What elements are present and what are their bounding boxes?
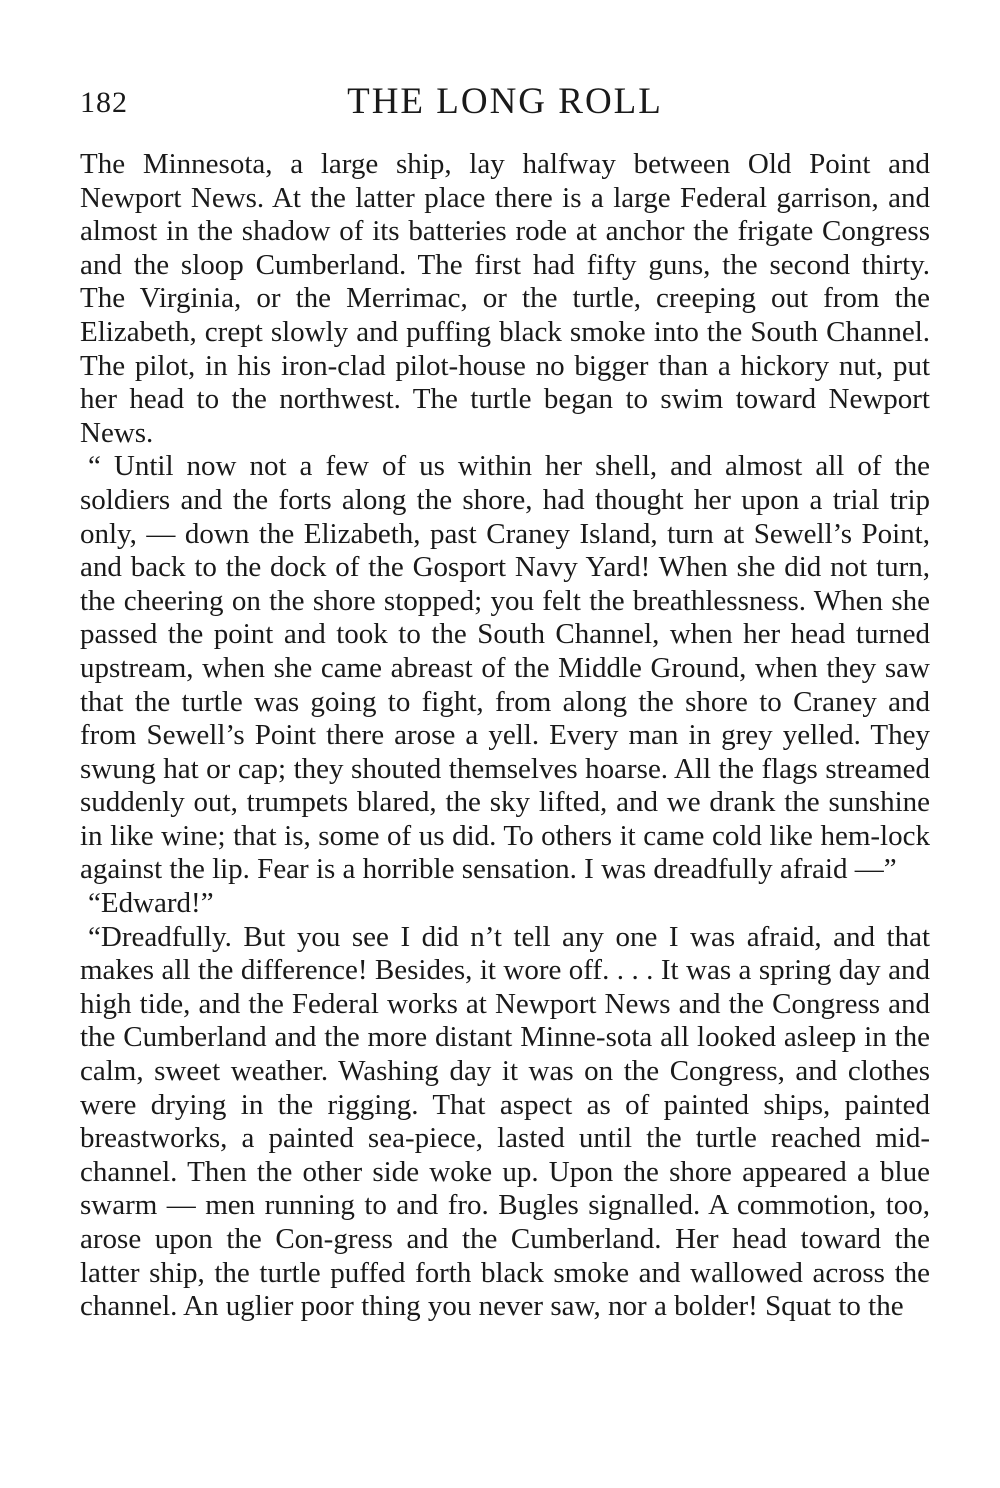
paragraph: “ Until now not a few of us within her shell, and almost all of the soldiers and the forts along the shore, had thought her upon a trial trip only, — down the Elizabeth, past Craney Island, turn at Sewell’s Point, and back to the dock of the Gosport Navy Yard! When she did not turn, the cheering on the shore stopped; you felt the breathlessness. When she passed the point and took to the South Channel, when her head turned upstream, when she came abreast of the Middle Ground, when they saw that the turtle was going to fight, from along the shore to Craney and from Sewell’s Point there arose a yell. Every man in grey yelled. They swung hat or cap; they shouted themselves hoarse. All the flags streamed suddenly out, trumpets blared, the sky lifted, and we drank the sunshine in like wine; that is, some of us did. To others it came cold like hem-lock against the lip. Fear is a horrible sensation. I was dreadfully afraid —” — [80, 450, 930, 886]
paragraph: “Edward!” — [88, 887, 214, 920]
paragraph: “Dreadfully. But you see I did n’t tell any one I was afraid, and that makes all the difference! Besides, it wore off. . . . It was a spring day and high tide, and the Federal works at Newport News and the Congress and the Cumberland and the more distant Minne-sota all looked asleep in the calm, sweet weather. Washing day it was on the Congress, and clothes were drying in the rigging. That aspect as of painted ships, painted breastworks, a painted sea-piece, lasted until the turtle reached mid-channel. Then the other side woke up. Upon the shore appeared a blue swarm — men running to and fro. Bugles signalled. A commotion, too, arose upon the Con-gress and the Cumberland. Her head toward the latter ship, the turtle puffed forth black smoke and wallowed across the channel. An uglier poor thing you never saw, nor a bolder! Squat to the — [80, 920, 930, 1323]
book-title: THE LONG ROLL — [347, 81, 663, 122]
page-number: 182 — [80, 86, 128, 119]
body-text — [80, 148, 930, 1324]
paragraph: The Minnesota, a large ship, lay halfway between Old Point and Newport News. At the latter place there is a large Federal garrison, and almost in the shadow of its batteries rode at anchor the frigate Congress and the sloop Cumberland. The first had fifty guns, the second thirty. The Virginia, or the Merrimac, or the turtle, creeping out from the Elizabeth, crept slowly and puffing black smoke into the South Channel. The pilot, in his iron-clad pilot-house no bigger than a hickory nut, put her head to the northwest. The turtle began to swim toward Newport News. — [80, 148, 930, 449]
book-page — [80, 70, 930, 1324]
running-head — [80, 70, 930, 130]
